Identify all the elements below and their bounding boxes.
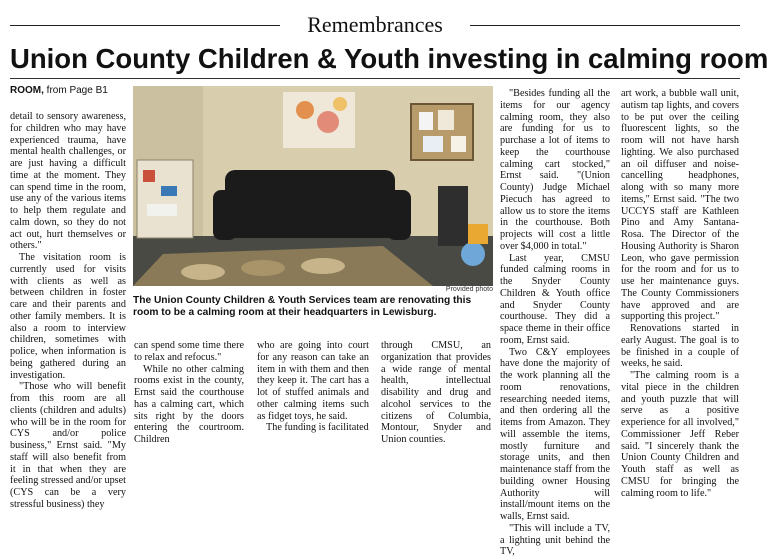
black-couch [213, 170, 411, 240]
article-paragraph: Two C&Y employees have done the majority of the work planning all the room renovations, researching needed items, and then ordering all the items from Amazon. They will assemble the items, mostly furniture and storage units, and then maintenance staff from the building owner Housing Authority will install/mount items on the walls, Ernst said. [500, 346, 610, 522]
section-header [0, 14, 750, 36]
board-notice [438, 110, 454, 130]
section-title: Remembrances [307, 12, 443, 37]
article-column-6 [621, 88, 739, 499]
toy-ball [461, 242, 485, 266]
board-notice [451, 136, 466, 152]
painting-blot [317, 111, 339, 133]
couch-seat [219, 198, 403, 238]
article-column-1 [10, 111, 126, 510]
photo-caption: The Union County Children & Youth Services team are renovating this room to be a calming room at their headquarters in Lewisburg. [133, 295, 472, 318]
article-paragraph: The funding is facilitated [266, 422, 369, 434]
painting-blot [333, 97, 347, 111]
stuffed-animal [468, 224, 488, 244]
rug-pattern [181, 264, 225, 280]
article-paragraph: Renovations started in early August. The goal is to be finished in a couple of weeks, he said. [621, 323, 739, 370]
board-notice [423, 136, 443, 152]
article-paragraph: can spend some time there to relax and refocus." [134, 340, 244, 363]
continuation-line [10, 85, 108, 97]
article-column-5 [500, 88, 610, 558]
room-illustration [133, 86, 493, 286]
toy [143, 170, 155, 182]
calming-room-photo [133, 86, 493, 286]
article-paragraph: "Those who will benefit from this room are all clients (children and adults) who will be in the room for CYS and/or police business," Ernst said. "My staff will also benefit from it in that when they are feeling stressed and/or upset (CYS can be a very stressful business) they [10, 381, 126, 510]
article-paragraph: who are going into court for any reason can take an item in with them and then they keep it. The cart has a lot of stuffed animals and other calming items such as fidget toys, he said. [257, 340, 369, 422]
article-paragraph: art work, a bubble wall unit, autism tap lights, and covers to be put over the ceiling fluorescent lights, so the room will not have harsh lighting. We also purchased an oil diffuser and noise-cancelling headphones, along with so many more items," Ernst said. "The two UCCYS staff are Kathleen Pino and Amy Santana-Rosa. The Director of the Housing Authority is Sharon Leon, who gave permission for the room and for us to use her maintenance guys. The County Commissioners have approved and are supporting this project." [621, 88, 739, 323]
article-column-4 [381, 340, 491, 445]
rug-pattern [301, 258, 345, 274]
couch-arm-left [213, 190, 237, 240]
couch-arm-right [387, 190, 411, 240]
toy [161, 186, 177, 196]
article-paragraph: detail to sensory awareness, for children who may have experienced trauma, have mental health challenges, or are just having a difficult time at the moment. They can spend time in the room, use any of the various items to help them regulate and calm down, so they do not act out, hurt themselves or others." [10, 111, 126, 252]
article-paragraph: The visitation room is currently used for visits with clients as well as between children in foster care and their parents and other family members. It is also a room to interview children, sometimes with police, when information is being gathered during an investigation. [10, 252, 126, 381]
storage-cabinet [438, 186, 468, 246]
article-paragraph: "Besides funding all the items for our agency calming room, they also are funding for us to purchase a lot of items to keep the courthouse calming cart stocked," Ernst said. "(Union County) Judge Michael Piecuch has agreed to allow us to store the items in the courthouse. Both projects will cost a little over $4,000 in total." [500, 88, 610, 252]
board-notice [419, 112, 433, 130]
continuation-from: from Page B1 [43, 85, 108, 96]
article-column-2 [134, 340, 244, 445]
toy-kitchen [147, 204, 177, 216]
article-paragraph: While no other calming rooms exist in the county, Ernst said the courthouse has a calming cart, which sits right by the doors entering the courtroom. Children [134, 363, 244, 445]
article-paragraph: "The calming room is a vital piece in the children and youth puzzle that will serve as a positive experience for all involved," Commissioner Jeff Reber said. "I sincerely thank the Union County Children and Youth staff as well as CMSU for bringing the calming room to life." [621, 370, 739, 499]
section-rule-left [10, 25, 280, 26]
rug-pattern [241, 260, 285, 276]
continuation-keyword: ROOM, [10, 85, 44, 96]
article-column-3 [257, 340, 369, 434]
painting-blot [296, 101, 314, 119]
article-paragraph: Last year, CMSU funded calming rooms in the Snyder County Children & Youth office and Snyder County courthouse. They did a space theme in their office room, Ernst said. [500, 252, 610, 346]
photo-credit: Provided photo [445, 286, 493, 293]
headline: Union County Children & Youth investing in calming room [10, 43, 768, 74]
section-rule-right [470, 25, 740, 26]
article-paragraph: "This will include a TV, a lighting unit behind the TV, [500, 522, 610, 558]
article-paragraph: through CMSU, an organization that provides a wide range of mental health, intellectual disability and drug and alcohol services to the citizens of Columbia, Montour, Snyder and Union counties. [381, 340, 491, 445]
headline-rule [10, 78, 740, 79]
